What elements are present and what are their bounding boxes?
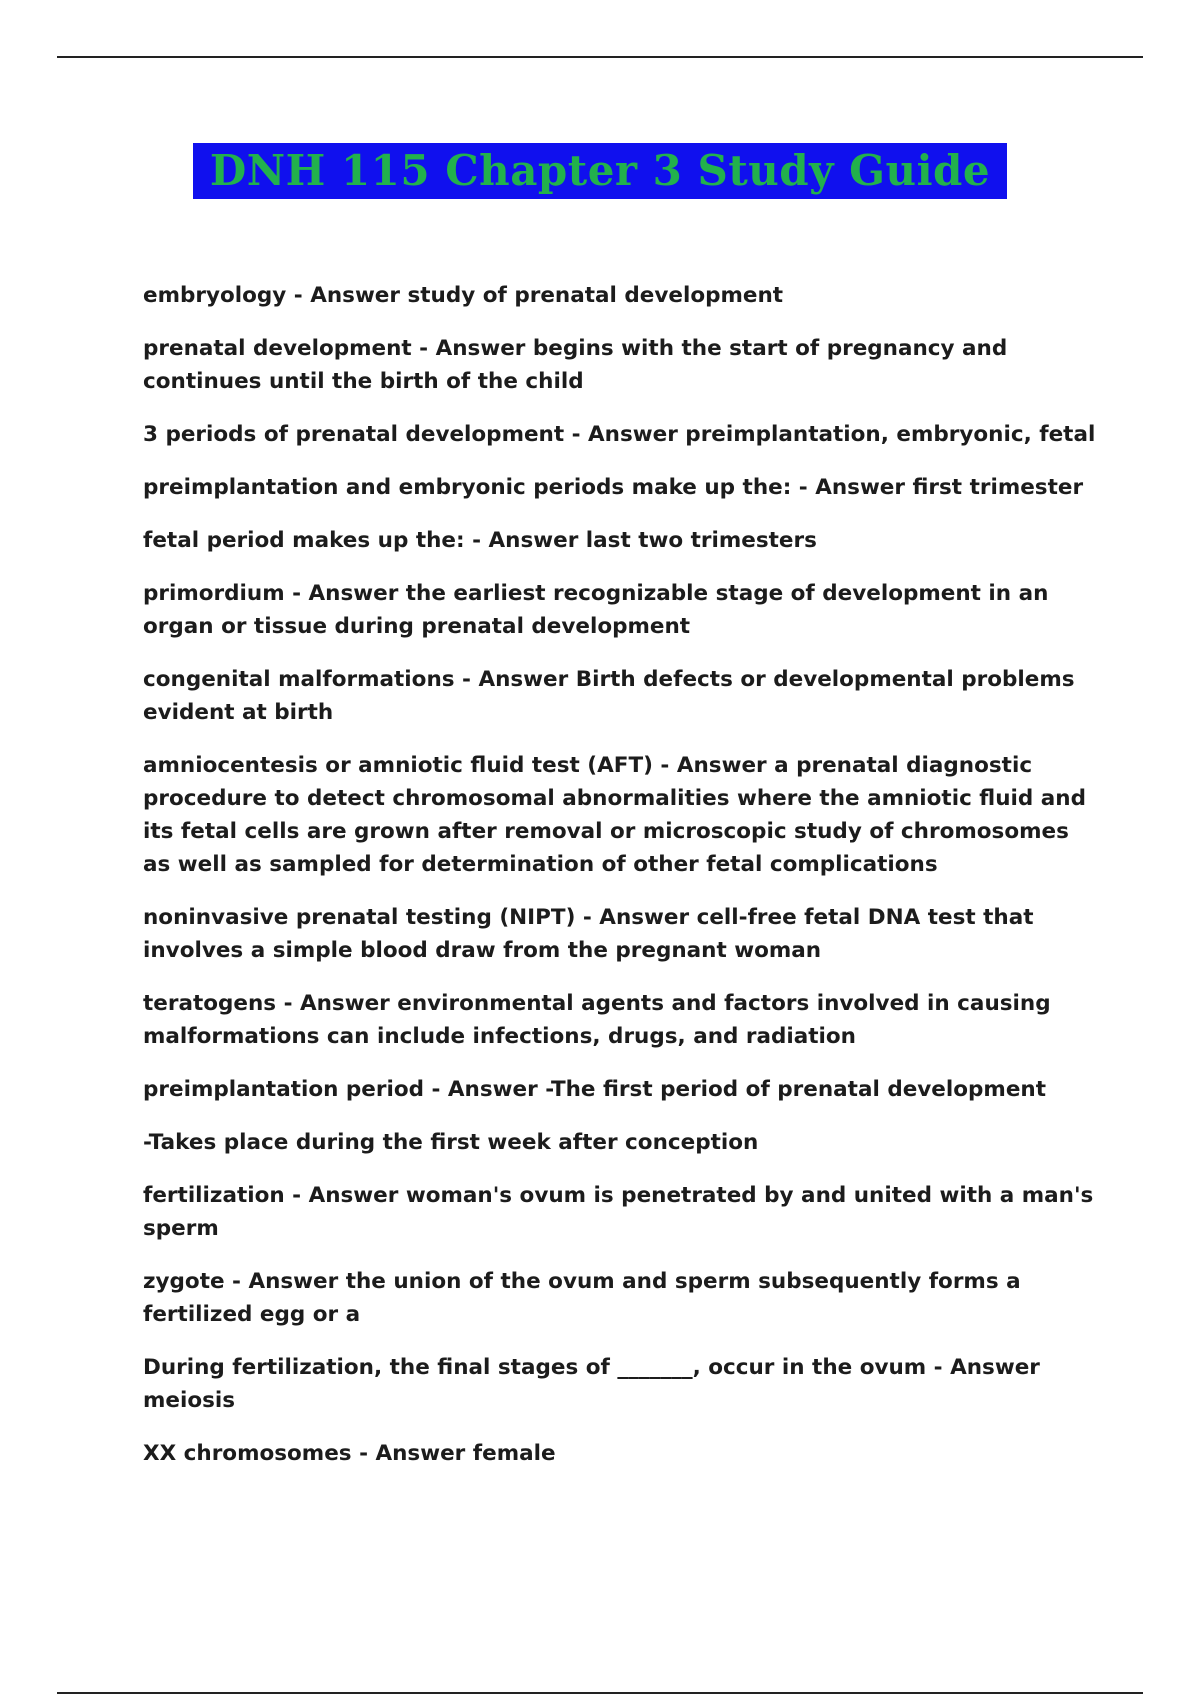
entry-amniocentesis: amniocentesis or amniotic fluid test (AFT) - Answer a prenatal diagnostic procedure to detect chromosomal abnormalities where the amniotic fluid and its fetal cells are grown after removal or microscopic study of chromosomes as well as sampled for determination of other fetal complications: [143, 753, 1086, 877]
entry-xx-chromosomes: XX chromosomes - Answer female: [143, 1441, 556, 1466]
entry-zygote: zygote - Answer the union of the ovum and sperm subsequently forms a fertilized egg or a: [143, 1269, 1021, 1327]
entry-fertilization: fertilization - Answer woman's ovum is penetrated by and united with a man's sperm: [143, 1183, 1094, 1241]
entry-embryology: embryology - Answer study of prenatal development: [143, 283, 784, 308]
bottom-rule: [57, 1692, 1143, 1694]
top-rule: [57, 56, 1143, 58]
entry-prenatal-development: prenatal development - Answer begins with the start of pregnancy and continues until the birth of the child: [143, 336, 1008, 394]
entry-first-week: -Takes place during the first week after conception: [143, 1130, 759, 1155]
entry-three-periods: 3 periods of prenatal development - Answer preimplantation, embryonic, fetal: [143, 422, 1096, 447]
entry-first-trimester: preimplantation and embryonic periods make up the: - Answer first trimester: [143, 475, 1084, 500]
entry-meiosis: During fertilization, the final stages of _______, occur in the ovum - Answer meiosis: [143, 1355, 1040, 1413]
entry-primordium: primordium - Answer the earliest recognizable stage of development in an organ or tissue during prenatal development: [143, 581, 1049, 639]
title-banner: [0, 143, 1200, 203]
document-title: DNH 115 Chapter 3 Study Guide: [193, 143, 1007, 199]
entry-teratogens: teratogens - Answer environmental agents and factors involved in causing malformations can include infections, drugs, and radiation: [143, 991, 1051, 1049]
study-guide-content: [143, 279, 1103, 1490]
entry-preimplantation-period: preimplantation period - Answer -The first period of prenatal development: [143, 1077, 1046, 1102]
entry-congenital-malformations: congenital malformations - Answer Birth defects or developmental problems evident at birth: [143, 667, 1075, 725]
entry-fetal-period: fetal period makes up the: - Answer last two trimesters: [143, 528, 817, 553]
entry-nipt: noninvasive prenatal testing (NIPT) - Answer cell-free fetal DNA test that involves a simple blood draw from the pregnant woman: [143, 905, 1034, 963]
